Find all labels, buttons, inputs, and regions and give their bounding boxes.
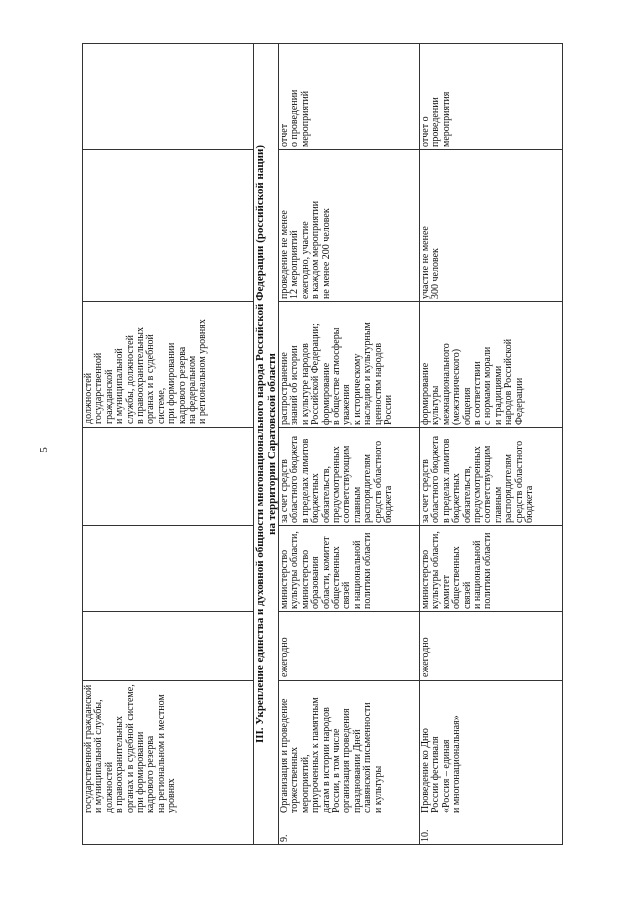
activity-name-cell: Организация и проведение торжественных мероприятий, приуроченных к памятным датам в истории народов России, в том числе организация проведения праздновании Дней славянской письменности и культуры [279,697,384,813]
indicator-cell: участие не менее 300 человек [420,226,442,299]
rotated-table [82,45,640,845]
financing-cell: за счет средств областного бюджета в пределах лимитов бюджетных обязательств, предусмотренных соответствующим главным распорядителям средств областного бюджета [279,435,395,523]
indicator-cell: проведение не менее 12 мероприятий ежегодно, участие в каждом мероприятии не менее 200 человек [279,200,332,299]
report-cell: отчет о проведении мероприятия [420,91,452,147]
row-number: 10. [420,829,431,842]
report-cell: отчет о проведении мероприятий [279,89,311,147]
section-heading [254,43,278,845]
table-border-left [82,844,562,845]
table-col-line [82,525,253,526]
activity-name-cell: Проведение ко Дню России фестиваля «Россия – единая и многонациональная» [420,715,463,813]
section-heading-line-1: III. Укрепление единства и духовной общности многонационального народа Российской Федерации (российской нации) [254,144,266,744]
continuation-name-cell: государственной гражданской и муниципальной службы, должностей в правоохранительных органах и в судебной системе, при формировании кадрового резерва на региональном и местном уровнях [83,684,178,813]
executors-cell: министерство культуры области, министерство образования области, комитет общественных связей и национальной политики области [279,531,374,609]
goal-cell: формирование культуры межнационального (межэтнического) общения в соответствии с нормами морали и традициями народов Российской Федерации [420,338,525,425]
section-heading-line-2: на территории Саратовской области [266,353,278,535]
financing-cell: за счет средств областного бюджета в пределах лимитов бюджетных обязательств, предусмотренных соответствующим главным распорядителям средств областного бюджета [420,435,536,523]
executors-cell: министерство культуры области, комитет общественных связей и национальной политики области [420,531,494,609]
table-col-line [82,427,253,428]
page-number: 5 [38,447,50,453]
table-col-line [82,149,253,150]
continuation-goal-cell: должностей государственной гражданской и муниципальной службы, должностей в правоохранительных органах и в судебной системе, при формировании кадрового резерва на федеральном и региональном уровнях [83,319,209,424]
row-number: 9. [279,834,290,842]
table-border-row [562,43,563,845]
period-cell: ежегодно [279,637,290,677]
goal-cell: распространение знаний об истории и культуре народов Российской Федерации; формирование в обществе атмосферы уважения к историческому наследию и культурным ценностям народов России [279,322,395,425]
table-col-line [82,611,253,612]
period-cell: ежегодно [420,637,431,677]
